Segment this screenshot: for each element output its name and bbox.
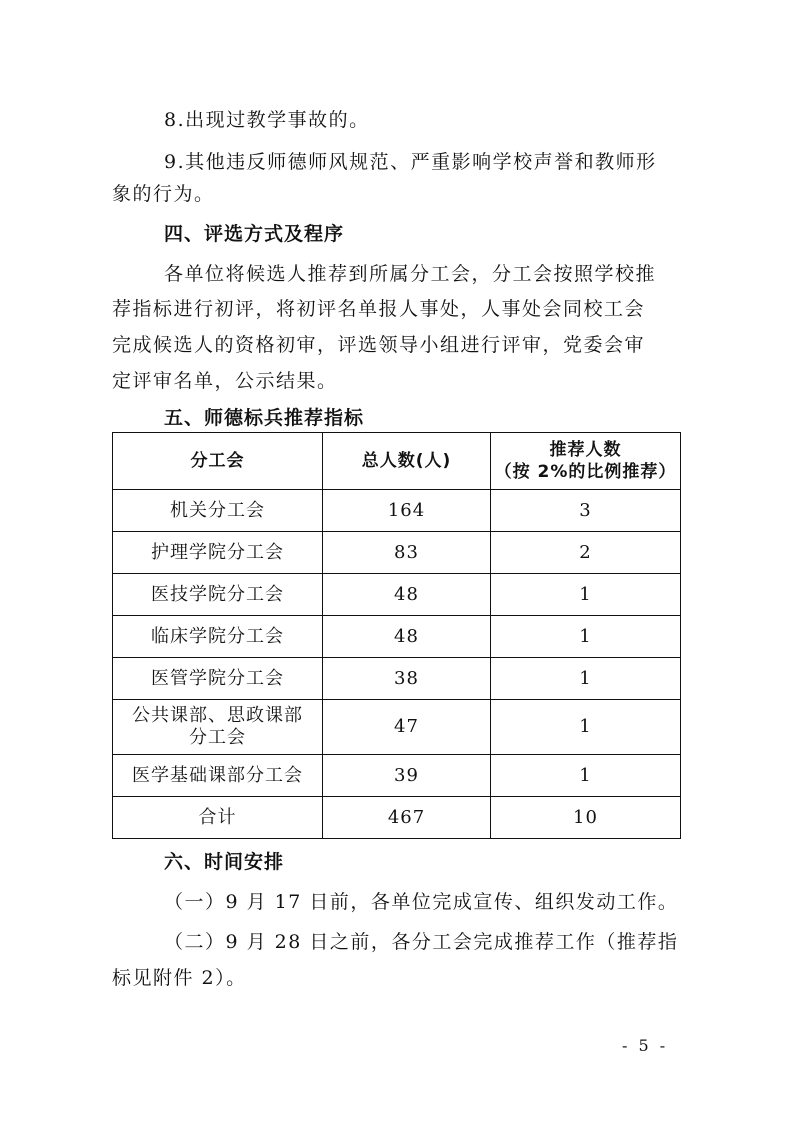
- cell-total: 48: [323, 574, 491, 616]
- recommendation-table: [112, 432, 681, 839]
- cell-unit: 护理学院分工会: [113, 532, 323, 574]
- item-9-line-1: 9.其他违反师德师风规范、严重影响学校声誉和教师形: [164, 151, 657, 173]
- header-union: 分工会: [113, 433, 323, 490]
- cell-recommended: 1: [491, 616, 681, 658]
- cell-unit: 机关分工会: [113, 490, 323, 532]
- table-row: [113, 658, 681, 700]
- section-4-line-3: 完成候选人的资格初审，评选领导小组进行评审，党委会审: [112, 334, 646, 356]
- cell-total: 38: [323, 658, 491, 700]
- cell-unit: 合计: [113, 797, 323, 839]
- table-row: [113, 532, 681, 574]
- section-4-line-1: 各单位将候选人推荐到所属分工会，分工会按照学校推: [164, 263, 657, 285]
- item-9-line-2: 象的行为。: [112, 183, 215, 205]
- table-row: [113, 574, 681, 616]
- cell-unit: [113, 700, 323, 755]
- cell-recommended: 3: [491, 490, 681, 532]
- cell-recommended: 1: [491, 574, 681, 616]
- cell-total: 39: [323, 755, 491, 797]
- cell-total: 467: [323, 797, 491, 839]
- section-6-heading: 六、时间安排: [164, 851, 285, 873]
- table-row: [113, 700, 681, 755]
- page-number: - 5 -: [622, 1036, 669, 1055]
- item-8: 8.出现过教学事故的。: [164, 109, 370, 131]
- cell-recommended: 2: [491, 532, 681, 574]
- cell-recommended: 10: [491, 797, 681, 839]
- section-5-heading: 五、师德标兵推荐指标: [164, 407, 365, 429]
- cell-total: 47: [323, 700, 491, 755]
- header-recommended-line-1: 推荐人数: [549, 440, 622, 460]
- table-header-row: [113, 433, 681, 490]
- table-row: [113, 490, 681, 532]
- cell-unit: 临床学院分工会: [113, 616, 323, 658]
- header-recommended-line-2: （按 2%的比例推荐）: [494, 462, 677, 482]
- section-6-item-2-line-1: （二）9 月 28 日之前，各分工会完成推荐工作（推荐指: [164, 931, 679, 953]
- cell-unit: 医管学院分工会: [113, 658, 323, 700]
- cell-total: 48: [323, 616, 491, 658]
- cell-recommended: 1: [491, 700, 681, 755]
- cell-total: 164: [323, 490, 491, 532]
- cell-total: 83: [323, 532, 491, 574]
- cell-unit: 医技学院分工会: [113, 574, 323, 616]
- section-4-line-2: 荐指标进行初评，将初评名单报人事处，人事处会同校工会: [112, 298, 646, 320]
- section-6-item-1: （一）9 月 17 日前，各单位完成宣传、组织发动工作。: [164, 891, 679, 913]
- cell-unit-line-1: 公共课部、思政课部: [132, 705, 303, 726]
- cell-recommended: 1: [491, 755, 681, 797]
- header-recommended: [491, 433, 681, 490]
- section-6-item-2-line-2: 标见附件 2）。: [112, 967, 247, 989]
- section-4-line-4: 定评审名单，公示结果。: [112, 370, 338, 392]
- cell-unit: 医学基础课部分工会: [113, 755, 323, 797]
- header-total: 总人数(人): [323, 433, 491, 490]
- table-row: [113, 755, 681, 797]
- section-4-heading: 四、评选方式及程序: [164, 223, 345, 245]
- cell-unit-line-2: 分工会: [189, 727, 246, 748]
- table-row: [113, 616, 681, 658]
- table-total-row: [113, 797, 681, 839]
- cell-recommended: 1: [491, 658, 681, 700]
